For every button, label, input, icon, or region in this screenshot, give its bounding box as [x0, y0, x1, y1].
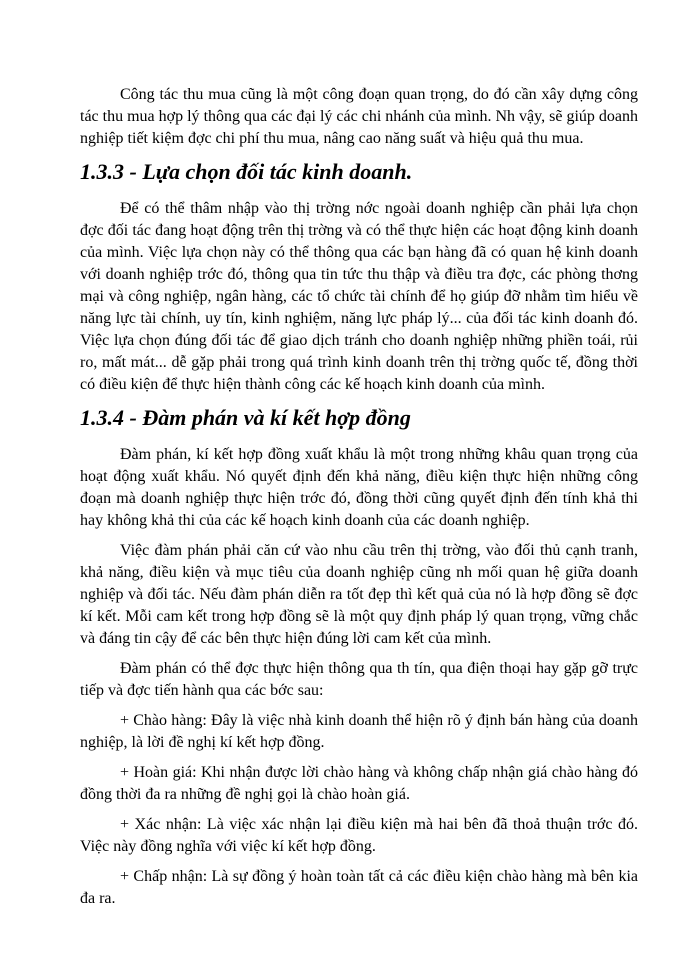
section-1-3-4-paragraph-1: Đàm phán, kí kết hợp đồng xuất khẩu là một trong những khâu quan trọng của hoạt động xuất khẩu. Nó quyết định đến khả năng, điều kiện thực hiện những công đoạn mà doanh nghiệp thực hiện trớc đó, đồng thời cũng quyết định đến tính khả thi hay không khả thi của các kế hoạch kinh doanh của các doanh nghiệp.: [80, 446, 638, 529]
section-1-3-3-paragraph: Để có thể thâm nhập vào thị trờng nớc ngoài doanh nghiệp cần phải lựa chọn đợc đối tác đang hoạt động trên thị trờng và có thể thực hiện các hoạt động kinh doanh của mình. Việc lựa chọn này có thể thông qua các bạn hàng đã có quan hệ kinh doanh với doanh nghiệp trớc đó, thông qua tin tức thu thập và điều tra đợc, các phòng thơng mại và công nghiệp, ngân hàng, các tổ chức tài chính để họ giúp đỡ nhằm tìm hiểu về năng lực tài chính, uy tín, kinh nghiệm, năng lực pháp lý... của đối tác kinh doanh đó. Việc lựa chọn đúng đối tác để giao dịch tránh cho doanh nghiệp những phiền toái, rủi ro, mất mát... dễ gặp phải trong quá trình kinh doanh trên thị trờng quốc tế, đồng thời có điều kiện để thực hiện thành công các kế hoạch kinh doanh của mình.: [80, 200, 638, 393]
section-heading-1-3-4: 1.3.4 - Đàm phán và kí kết hợp đồng: [80, 405, 411, 430]
step-offer: + Chào hàng: Đây là việc nhà kinh doanh thể hiện rõ ý định bán hàng của doanh nghiệp, là lời đề nghị kí kết hợp đồng.: [80, 712, 638, 751]
intro-paragraph: Công tác thu mua cũng là một công đoạn quan trọng, do đó cần xây dựng công tác thu mua hợp lý thông qua các đại lý các chi nhánh của mình. Nh vậy, sẽ giúp doanh nghiệp tiết kiệm đợc chi phí thu mua, nâng cao năng suất và hiệu quả thu mua.: [80, 86, 638, 147]
document-page: [80, 84, 638, 910]
step-acceptance: + Chấp nhận: Là sự đồng ý hoàn toàn tất cả các điều kiện chào hàng mà bên kia đa ra.: [80, 868, 638, 907]
section-1-3-4-paragraph-3: Đàm phán có thể đợc thực hiện thông qua th tín, qua điện thoại hay gặp gỡ trực tiếp và đợc tiến hành qua các bớc sau:: [80, 660, 638, 699]
step-confirmation: + Xác nhận: Là việc xác nhận lại điều kiện mà hai bên đã thoả thuận trớc đó. Việc này đồng nghĩa với việc kí kết hợp đồng.: [80, 816, 638, 855]
section-heading-1-3-3: 1.3.3 - Lựa chọn đối tác kinh doanh.: [80, 159, 413, 184]
step-counter-offer: + Hoàn giá: Khi nhận được lời chào hàng và không chấp nhận giá chào hàng đó đồng thời đa ra những đề nghị gọi là chào hoàn giá.: [80, 764, 638, 803]
section-1-3-4-paragraph-2: Việc đàm phán phải căn cứ vào nhu cầu trên thị trờng, vào đối thủ cạnh tranh, khả năng, điều kiện và mục tiêu của doanh nghiệp cũng nh mối quan hệ giữa doanh nghiệp và đối tác. Nếu đàm phán diễn ra tốt đẹp thì kết quả của nó là hợp đồng sẽ đợc kí kết. Mỗi cam kết trong hợp đồng sẽ là một quy định pháp lý quan trọng, vững chắc và đáng tin cậy để các bên thực hiện đúng lời cam kết của mình.: [80, 542, 638, 647]
